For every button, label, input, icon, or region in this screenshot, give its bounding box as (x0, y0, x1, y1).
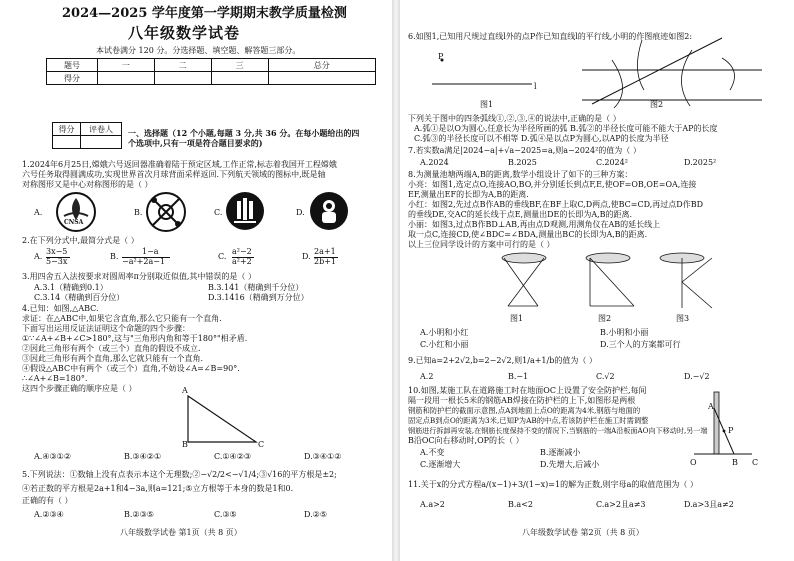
q2-option-c: C. (218, 252, 227, 261)
q6-figure-1 (428, 50, 538, 90)
q10-line: 10.如图,某施工队在道路施工时在地面OC上设置了安全防护栏,每间 (408, 386, 647, 395)
q4-option-c: C.①④②③ (214, 452, 252, 461)
q7-option-b: B.2025 (508, 158, 537, 167)
score-table-header: 一 (98, 59, 155, 72)
q8-option-c: C.小红和小丽 (420, 340, 469, 349)
q5-option-b: B.②③⑤ (124, 510, 154, 519)
q4-line: ∴∠A+∠B=180°. (22, 374, 88, 383)
q11-option-c: C.a>2且a≠3 (596, 500, 646, 509)
q10-line: B沿OC向右移动时,OP的长（ ） (408, 436, 524, 445)
q3-option-d: D.3.1416（精确到万分位） (208, 293, 309, 302)
q7-option-d: D.2025² (684, 158, 717, 167)
q8-line: 以上三位同学设计的方案中可行的是（ ） (408, 240, 555, 249)
q10-label-p: P (728, 426, 734, 435)
q4-line: ③因此三角形有两个直角,那么它就只能有一个直角. (22, 354, 204, 363)
q4-vertex-c: C (258, 440, 265, 449)
q10-option-c: C.逐渐增大 (420, 460, 461, 469)
satellite-logo-icon (146, 192, 186, 232)
score-table (46, 58, 376, 85)
rocket-logo-icon (226, 192, 264, 230)
q8-option-b: B.小明和小丽 (600, 328, 649, 337)
q2-stem: 2.在下列分式中,最简分式是（ ） (22, 236, 139, 245)
q5-option-c: C.③⑤ (214, 510, 237, 519)
q8-figure-3 (652, 252, 722, 312)
q4-line: 下面写出运用反证法证明这个命题的四个步骤： (22, 324, 190, 333)
q2-d-denominator: 2b+1 (314, 257, 337, 266)
q8-line: 8.为测量池塘两端A,B的距离,数学小组设计了如下的三种方案： (408, 170, 633, 179)
q4-line: 求证：在△ABC中,如果它含直角,那么它只能有一个直角. (22, 314, 222, 323)
rocket-logo-svg (226, 192, 264, 230)
q6-line: A.弧①是以O为圆心,任意长为半径所画的弧 B.弧②的半径长度可能不能大于AP的长度 (414, 124, 718, 133)
q1-line: 对称图形又是中心对称图形的是（ ） (22, 180, 153, 189)
cnsa-logo-icon (56, 192, 96, 232)
q10-label-o: O (690, 458, 697, 467)
score-cell (154, 72, 211, 85)
q11-option-d: D.a>3且a≠2 (684, 500, 734, 509)
q1-option-b: B. (134, 208, 143, 217)
grader-label: 评卷人 (80, 123, 121, 136)
q3-option-a: A.3.1（精确到0.1） (34, 283, 108, 292)
q4-line: ④假设△ABC中有两个（或三个）直角,不妨设∠A=∠B=90°. (22, 364, 240, 373)
q8-line: 取一点C,连接CD,使∠BDC=∠BDA,测量出BC的长即为A,B的距离. (408, 230, 648, 239)
q10-line: 固定点B到点O的距离为3米,已知P为AB的中点,若该防护栏在施工时需调整 (408, 416, 649, 425)
q1-line: 1.2024年6月25日,嫦娥六号返回器准确着陆于预定区域,工作正常,标志着我国开工程嫦娥 (22, 160, 337, 169)
q2-d-numerator: 2a+1 (314, 247, 336, 256)
q4-vertex-a: A (182, 386, 188, 395)
q4-line: 这四个步骤正确的顺序应是（ ） (22, 384, 137, 393)
q8-figure-1 (490, 252, 560, 312)
page-1-footer: 八年级数学试卷 第1页（共 8 页） (120, 528, 242, 537)
q5-option-a: A.②③④ (34, 510, 64, 519)
q6-fig1-caption: 图1 (480, 100, 494, 109)
score-cell (268, 72, 375, 85)
q9-option-d: D.−√2 (684, 372, 710, 381)
q9-option-c: C.√2 (596, 372, 615, 381)
q2-c-denominator: a²+2 (232, 257, 252, 266)
q7-stem: 7.若实数a满足|2024−a|+√a−2025=a,则a−2024²的值为（ ） (408, 146, 641, 155)
q2-option-b: B. (110, 252, 119, 261)
q8-fig3-caption: 图3 (676, 314, 690, 323)
q11-stem: 11.关于x的分式方程a/(x−1)+3/(1−x)=1的解为正数,则字母a的取值范围为（ ） (408, 480, 698, 489)
q10-label-b: B (732, 458, 738, 467)
q10-label-c: C (752, 458, 759, 467)
page-2 (400, 0, 794, 561)
q4-option-b: B.③④②① (124, 452, 162, 461)
q7-option-c: C.2024² (596, 158, 628, 167)
q8-line: EF,测量出EF的长即为A,B的距离. (408, 190, 529, 199)
q9-option-a: A.2 (420, 372, 434, 381)
q3-stem: 3.用四舍五入法按要求对圆周率π分别取近似值,其中错误的是（ ） (22, 272, 256, 281)
q2-c-numerator: a²−2 (232, 247, 252, 256)
astronaut-logo-icon (310, 192, 348, 230)
q3-option-c: C.3.14（精确到百分位） (34, 293, 125, 302)
q8-option-a: A.小明和小红 (420, 328, 469, 337)
exam-title: 2024—2025 学年度第一学期期末教学质量检测 (62, 6, 347, 21)
q10-line: 钢筋进行拆卸再安装,在钢筋长度保持不变的情况下,当钢筋的一端A沿板面AO向下移动时,另一端 (408, 426, 708, 435)
q11-option-a: A.a>2 (420, 500, 445, 509)
q4-option-a: A.④③①② (34, 452, 72, 461)
q8-fig1-caption: 图1 (510, 314, 524, 323)
q11-option-b: B.a<2 (508, 500, 533, 509)
q2-a-numerator: 3x−5 (46, 247, 68, 256)
score-table-header: 三 (211, 59, 268, 72)
score-row-label: 得分 (47, 72, 98, 85)
q10-option-a: A.不变 (420, 448, 445, 457)
page-fold (392, 0, 400, 561)
score-table-header: 二 (154, 59, 211, 72)
astronaut-logo-svg (310, 192, 348, 230)
exam-subtitle: 八年级数学试卷 (128, 24, 241, 42)
q10-line: 钢筋和防护栏的截面示意图,点A到地面上点O的距离为4米,钢筋与地面的 (408, 406, 641, 415)
q8-figure-2 (568, 252, 648, 312)
q6-line: C.弧③的半径长度可以不相等 D.弧④是以点P为圆心,以AP的长度为半径 (414, 134, 669, 143)
q2-option-d: D. (302, 252, 311, 261)
q8-line: 小红：如图2,先过点B作AB的垂线BF,在BF上取C,D两点,使BC=CD,再过点D作BD (408, 200, 704, 209)
q6-line: 6.如图1,已知用尺规过直线l外的点P作已知直线l的平行线,小明的作图痕迹如图2: (408, 32, 693, 41)
q8-fig2-caption: 图2 (598, 314, 612, 323)
grader-cell (53, 136, 81, 149)
q6-point-p: P (438, 52, 444, 61)
grader-table (52, 122, 122, 149)
exam-notice: 本试卷满分 120 分。分选择题、填空题、解答题三部分。 (96, 46, 301, 55)
q3-option-b: B.3.141（精确到千分位） (208, 283, 304, 292)
q7-option-a: A.2024 (420, 158, 449, 167)
q2-b-numerator: 1−a (142, 247, 159, 256)
q8-line: 的垂线DE,交AC的延长线于点E,测量出DE的长即为A,B的距离. (408, 210, 633, 219)
q1-option-c: C. (214, 208, 223, 217)
score-cell (211, 72, 268, 85)
q5-line: ④若正数的平方根是2a+1和4−3a,则a=121;⑤立方根等于本身的数是1和0. (22, 484, 294, 493)
q2-a-denominator: 5−3x (46, 257, 68, 266)
q6-line-l: l (534, 82, 537, 91)
score-table-header: 题号 (47, 59, 98, 72)
q4-line: ①∵∠A+∠B+∠C>180°,这与"三角形内角和等于180°"相矛盾. (22, 334, 248, 343)
q4-option-d: D.③④①② (304, 452, 342, 461)
q9-stem: 9.已知a=2+2√2,b=2−2√2,则1/a+1/b的值为（ ） (408, 356, 597, 365)
q6-figure-2 (572, 30, 772, 110)
cnsa-text: CNSA (64, 219, 84, 226)
grader-cell (80, 136, 121, 149)
q10-option-b: B.逐渐减小 (540, 448, 581, 457)
q8-line: 小丽：如图3,过点B作BD⊥AB,再由点D观测,用测角仪在AB的延长线上 (408, 220, 661, 229)
page-1 (0, 0, 392, 561)
q10-option-d: D.先增大,后减小 (540, 460, 600, 469)
q2-b-denominator: −a²+2a−1 (122, 257, 166, 266)
q4-vertex-b: B (182, 440, 188, 449)
q2-option-a: A. (34, 252, 43, 261)
q8-line: 小亮：如图1,选定点O,连接AO,BO,并分别延长到点F,E,使OF=OB,OE=OA,连接 (408, 180, 697, 189)
q1-option-a: A. (34, 208, 43, 217)
section1-heading-2: 个选项中,只有一项是符合题目要求的) (128, 138, 263, 148)
score-cell (98, 72, 155, 85)
q5-option-d: D.②⑤ (304, 510, 328, 519)
q4-line: ②因此三角形有两个（或三个）直角的假设不成立. (22, 344, 201, 353)
section1-heading: 一、选择题（12 个小题,每题 3 分,共 36 分。在每小题给出的四 (128, 128, 360, 138)
q10-label-a: A (708, 402, 714, 411)
q9-option-b: B.−1 (508, 372, 529, 381)
q6-line: 下列关于图中的四条弧线①,②,③,④的说法中,正确的是（ ） (408, 114, 621, 123)
q5-line: 正确的有（ ） (22, 496, 73, 505)
satellite-logo-svg (148, 194, 184, 230)
q1-line: 六号任务取得圆满成功,实现世界首次月球背面采样返回.下列航天领域的图标中,既是轴 (22, 170, 326, 179)
q8-option-d: D.三个人的方案都可行 (600, 340, 681, 349)
q4-line: 4.已知：如图,△ABC. (22, 304, 99, 313)
grader-score-label: 得分 (53, 123, 81, 136)
q10-figure (690, 384, 756, 464)
q6-fig2-caption: 图2 (650, 100, 664, 109)
q10-line: 隔一段用一根长5米的钢筋AB焊接在防护栏的上下,如图形是两根 (408, 396, 636, 405)
q1-option-d: D. (296, 208, 305, 217)
q5-line: 5.下列说法：①数轴上没有点表示本这个无理数;②−√2/2<−√1/4;③√16的平方根是±2; (22, 470, 337, 479)
score-table-header: 总分 (268, 59, 375, 72)
page-2-footer: 八年级数学试卷 第2页（共 8 页） (522, 528, 644, 537)
